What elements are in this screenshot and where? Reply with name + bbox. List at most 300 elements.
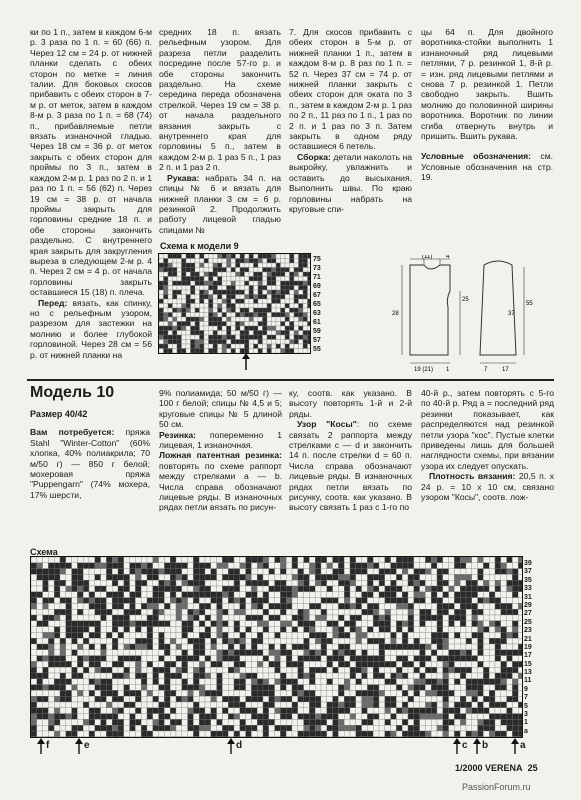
grid-cell	[356, 714, 362, 720]
grid-cell	[227, 299, 232, 304]
grid-cell	[298, 696, 304, 702]
grid-cell	[333, 650, 339, 656]
grid-cell	[454, 679, 460, 685]
grid-cell	[308, 335, 311, 340]
grid-cell	[170, 667, 176, 673]
grid-cell	[309, 615, 315, 621]
grid-cell	[153, 679, 159, 685]
row-number: 55	[313, 346, 321, 353]
grid-cell	[495, 632, 501, 638]
grid-cell	[245, 286, 250, 291]
grid-cell	[460, 650, 466, 656]
grid-cell	[168, 254, 173, 259]
grid-cell	[209, 335, 214, 340]
grid-cell	[472, 702, 478, 708]
grid-cell	[466, 656, 472, 662]
grid-cell	[263, 650, 269, 656]
grid-cell	[483, 696, 489, 702]
grid-cell	[177, 331, 182, 336]
grid-cell	[246, 679, 252, 685]
grid-cell	[356, 580, 362, 586]
grid-cell	[60, 696, 66, 702]
grid-cell	[31, 598, 37, 604]
grid-cell	[299, 277, 304, 282]
grid-cell	[168, 259, 173, 264]
grid-cell	[285, 295, 290, 300]
grid-cell	[292, 569, 298, 575]
grid-cell	[402, 621, 408, 627]
grid-cell	[211, 679, 217, 685]
grid-cell	[425, 574, 431, 580]
grid-cell	[420, 661, 426, 667]
grid-cell	[118, 627, 124, 633]
grid-cell	[356, 725, 362, 731]
grid-cell	[66, 580, 72, 586]
grid-cell	[454, 719, 460, 725]
grid-cell	[280, 615, 286, 621]
grid-cell	[227, 322, 232, 327]
grid-cell	[77, 627, 83, 633]
grid-cell	[272, 335, 277, 340]
grid-cell	[72, 603, 78, 609]
grid-cell	[263, 268, 268, 273]
grid-cell	[280, 627, 286, 633]
grid-cell	[227, 340, 232, 345]
grid-cell	[391, 667, 397, 673]
grid-cell	[425, 667, 431, 673]
grid-cell	[236, 259, 241, 264]
grid-cell	[507, 650, 513, 656]
grid-cell	[460, 725, 466, 731]
grid-cell	[472, 719, 478, 725]
row-number: 69	[313, 283, 321, 290]
grid-cell	[333, 563, 339, 569]
grid-cell	[147, 708, 153, 714]
grid-cell	[338, 557, 344, 563]
grid-cell	[246, 609, 252, 615]
grid-cell	[77, 638, 83, 644]
grid-cell	[251, 644, 257, 650]
grid-cell	[195, 340, 200, 345]
grid-cell	[72, 685, 78, 691]
grid-cell	[425, 592, 431, 598]
grid-cell	[478, 603, 484, 609]
grid-cell	[245, 277, 250, 282]
grid-cell	[153, 592, 159, 598]
grid-cell	[373, 563, 379, 569]
grid-cell	[188, 603, 194, 609]
grid-cell	[124, 719, 130, 725]
grid-cell	[257, 557, 263, 563]
grid-cell	[350, 598, 356, 604]
grid-cell	[176, 627, 182, 633]
grid-cell	[173, 308, 178, 313]
grid-cell	[37, 580, 43, 586]
grid-cell	[228, 725, 234, 731]
grid-cell	[483, 638, 489, 644]
grid-cell	[298, 632, 304, 638]
grid-cell	[454, 592, 460, 598]
grid-cell	[385, 592, 391, 598]
grid-cell	[276, 308, 281, 313]
grid-cell	[217, 638, 223, 644]
grid-cell	[292, 696, 298, 702]
grid-cell	[240, 673, 246, 679]
grid-cell	[218, 317, 223, 322]
grid-cell	[425, 638, 431, 644]
grid-cell	[443, 714, 449, 720]
grid-cell	[518, 667, 522, 673]
grid-cell	[272, 254, 277, 259]
grid-cell	[159, 714, 165, 720]
grid-cell	[141, 598, 147, 604]
grid-cell	[159, 656, 165, 662]
grid-cell	[147, 609, 153, 615]
grid-cell	[385, 702, 391, 708]
grid-cell	[141, 696, 147, 702]
grid-cell	[344, 731, 350, 737]
grid-cell	[106, 685, 112, 691]
grid-cell	[48, 644, 54, 650]
grid-cell	[195, 254, 200, 259]
grid-cell	[200, 344, 205, 349]
grid-cell	[304, 661, 310, 667]
grid-cell	[153, 714, 159, 720]
grid-cell	[443, 609, 449, 615]
grid-cell	[495, 708, 501, 714]
grid-cell	[367, 661, 373, 667]
grid-cell	[48, 719, 54, 725]
grid-cell	[112, 638, 118, 644]
grid-cell	[333, 569, 339, 575]
grid-cell	[211, 632, 217, 638]
grid-cell	[199, 725, 205, 731]
grid-cell	[362, 708, 368, 714]
grid-cell	[478, 661, 484, 667]
grid-cell	[118, 632, 124, 638]
grid-cell	[222, 702, 228, 708]
grid-cell	[141, 632, 147, 638]
grid-cell	[211, 638, 217, 644]
grid-cell	[304, 632, 310, 638]
grid-cell	[425, 598, 431, 604]
grid-cell	[106, 661, 112, 667]
grid-cell	[234, 632, 240, 638]
grid-cell	[280, 731, 286, 737]
grid-cell	[478, 632, 484, 638]
grid-cell	[367, 656, 373, 662]
grid-cell	[199, 621, 205, 627]
grid-cell	[356, 708, 362, 714]
grid-cell	[414, 621, 420, 627]
grid-cell	[362, 563, 368, 569]
grid-cell	[195, 277, 200, 282]
grid-cell	[173, 286, 178, 291]
grid-cell	[303, 268, 308, 273]
grid-cell	[414, 725, 420, 731]
grid-cell	[303, 313, 308, 318]
grid-cell	[512, 621, 518, 627]
grid-cell	[321, 667, 327, 673]
grid-cell	[218, 344, 223, 349]
grid-cell	[362, 627, 368, 633]
grid-cell	[298, 725, 304, 731]
grid-cell	[236, 263, 241, 268]
grid-cell	[315, 574, 321, 580]
grid-cell	[240, 580, 246, 586]
grid-cell	[263, 313, 268, 318]
grid-cell	[338, 719, 344, 725]
grid-cell	[182, 569, 188, 575]
grid-cell	[231, 331, 236, 336]
grid-cell	[425, 714, 431, 720]
grid-cell	[254, 254, 259, 259]
grid-cell	[170, 586, 176, 592]
grid-cell	[285, 281, 290, 286]
grid-cell	[263, 272, 268, 277]
grid-cell	[177, 290, 182, 295]
grid-cell	[60, 603, 66, 609]
grid-cell	[367, 580, 373, 586]
grid-cell	[211, 725, 217, 731]
grid-cell	[402, 656, 408, 662]
grid-cell	[495, 569, 501, 575]
grid-cell	[315, 580, 321, 586]
grid-cell	[83, 609, 89, 615]
grid-cell	[153, 615, 159, 621]
grid-cell	[472, 580, 478, 586]
grid-cell	[164, 326, 169, 331]
grid-cell	[263, 673, 269, 679]
grid-cell	[72, 696, 78, 702]
grid-cell	[240, 286, 245, 291]
grid-cell	[254, 322, 259, 327]
grid-cell	[350, 569, 356, 575]
grid-cell	[292, 725, 298, 731]
grid-cell	[454, 714, 460, 720]
grid-cell	[72, 569, 78, 575]
grid-cell	[124, 638, 130, 644]
grid-cell	[130, 667, 136, 673]
grid-cell	[512, 557, 518, 563]
grid-cell	[240, 304, 245, 309]
grid-cell	[209, 263, 214, 268]
grid-cell	[141, 592, 147, 598]
grid-cell	[280, 690, 286, 696]
grid-cell	[333, 725, 339, 731]
grid-cell	[285, 268, 290, 273]
grid-cell	[48, 679, 54, 685]
grid-cell	[101, 690, 107, 696]
grid-cell	[234, 719, 240, 725]
grid-cell	[60, 580, 66, 586]
grid-cell	[308, 299, 311, 304]
grid-cell	[489, 696, 495, 702]
grid-cell	[159, 322, 164, 327]
grid-cell	[153, 574, 159, 580]
grid-cell	[95, 702, 101, 708]
grid-cell	[54, 638, 60, 644]
grid-cell	[449, 627, 455, 633]
grid-cell	[246, 667, 252, 673]
grid-cell	[130, 621, 136, 627]
arrow-e: e	[74, 738, 84, 759]
grid-cell	[321, 731, 327, 737]
grid-cell	[396, 673, 402, 679]
grid-cell	[48, 702, 54, 708]
grid-cell	[344, 586, 350, 592]
grid-cell	[373, 656, 379, 662]
grid-cell	[460, 569, 466, 575]
grid-cell	[240, 290, 245, 295]
grid-cell	[217, 696, 223, 702]
grid-cell	[298, 685, 304, 691]
grid-cell	[43, 592, 49, 598]
grid-cell	[472, 679, 478, 685]
grid-cell	[321, 685, 327, 691]
grid-cell	[176, 638, 182, 644]
grid-cell	[186, 290, 191, 295]
grid-cell	[182, 586, 188, 592]
grid-cell	[321, 644, 327, 650]
grid-cell	[191, 286, 196, 291]
grid-cell	[460, 690, 466, 696]
grid-cell	[290, 340, 295, 345]
grid-cell	[246, 719, 252, 725]
grid-cell	[454, 702, 460, 708]
grid-cell	[236, 308, 241, 313]
grid-cell	[437, 632, 443, 638]
grid-cell	[443, 719, 449, 725]
grid-cell	[321, 714, 327, 720]
grid-cell	[130, 719, 136, 725]
grid-cell	[217, 563, 223, 569]
grid-cell	[106, 638, 112, 644]
grid-cell	[141, 574, 147, 580]
row-number: 39	[524, 560, 532, 567]
grid-cell	[159, 673, 165, 679]
grid-cell	[249, 286, 254, 291]
grid-cell	[402, 690, 408, 696]
grid-cell	[164, 569, 170, 575]
grid-cell	[164, 313, 169, 318]
grid-cell	[118, 621, 124, 627]
grid-cell	[350, 592, 356, 598]
grid-cell	[89, 667, 95, 673]
grid-cell	[258, 331, 263, 336]
grid-cell	[176, 580, 182, 586]
grid-cell	[188, 615, 194, 621]
grid-cell	[367, 690, 373, 696]
grid-cell	[344, 702, 350, 708]
grid-cell	[373, 685, 379, 691]
grid-cell	[234, 696, 240, 702]
grid-cell	[276, 268, 281, 273]
text-column-2	[159, 27, 281, 235]
grid-cell	[204, 268, 209, 273]
grid-cell	[213, 331, 218, 336]
grid-cell	[209, 277, 214, 282]
grid-cell	[350, 627, 356, 633]
grid-cell	[280, 644, 286, 650]
grid-cell	[373, 731, 379, 737]
grid-cell	[37, 702, 43, 708]
grid-cell	[281, 322, 286, 327]
grid-cell	[281, 259, 286, 264]
grid-cell	[106, 644, 112, 650]
model10-density: Плотность вязания: 20,5 п. х 24 р. = 10 х 10 см, связано узором "Косы", соотв. лож-	[421, 471, 554, 503]
grid-cell	[177, 344, 182, 349]
grid-cell	[231, 322, 236, 327]
grid-cell	[304, 667, 310, 673]
grid-cell	[512, 627, 518, 633]
grid-cell	[285, 322, 290, 327]
grid-cell	[315, 650, 321, 656]
grid-cell	[443, 563, 449, 569]
grid-cell	[478, 644, 484, 650]
grid-cell	[130, 731, 136, 737]
grid-cell	[176, 714, 182, 720]
grid-cell	[227, 335, 232, 340]
grid-cell	[275, 673, 281, 679]
grid-cell	[195, 331, 200, 336]
grid-cell	[135, 580, 141, 586]
grid-cell	[176, 725, 182, 731]
grid-cell	[164, 563, 170, 569]
grid-cell	[124, 661, 130, 667]
grid-cell	[258, 299, 263, 304]
grid-cell	[315, 569, 321, 575]
grid-cell	[258, 254, 263, 259]
grid-cell	[431, 627, 437, 633]
grid-cell	[77, 679, 83, 685]
grid-cell	[186, 317, 191, 322]
grid-cell	[379, 650, 385, 656]
grid-cell	[211, 586, 217, 592]
grid-cell	[267, 349, 272, 354]
grid-cell	[251, 731, 257, 737]
grid-cell	[199, 638, 205, 644]
grid-cell	[106, 679, 112, 685]
grid-cell	[472, 650, 478, 656]
grid-cell	[466, 696, 472, 702]
grid-cell	[396, 731, 402, 737]
grid-cell	[228, 656, 234, 662]
grid-cell	[191, 313, 196, 318]
grid-cell	[186, 326, 191, 331]
section-rule	[27, 379, 554, 381]
grid-cell	[245, 317, 250, 322]
grid-cell	[54, 557, 60, 563]
grid-cell	[31, 586, 37, 592]
grid-cell	[275, 696, 281, 702]
grid-cell	[472, 627, 478, 633]
grid-cell	[31, 673, 37, 679]
grid-cell	[276, 281, 281, 286]
grid-cell	[298, 679, 304, 685]
grid-cell	[373, 609, 379, 615]
model10-rows-cont: 40-й р., затем повторять с 5-го по 40-й р. Ряд а = последний ряд резинки показывает, как распределяются над резинкой петли узора "кос". Пустые клетки приведены лишь для большей наглядности схемы, при вязании узора их следует опускать.	[421, 388, 554, 471]
grid-cell	[217, 673, 223, 679]
grid-cell	[60, 673, 66, 679]
grid-cell	[449, 632, 455, 638]
grid-cell	[164, 304, 169, 309]
grid-cell	[72, 580, 78, 586]
grid-cell	[135, 627, 141, 633]
grid-cell	[437, 627, 443, 633]
grid-cell	[373, 598, 379, 604]
grid-cell	[95, 627, 101, 633]
